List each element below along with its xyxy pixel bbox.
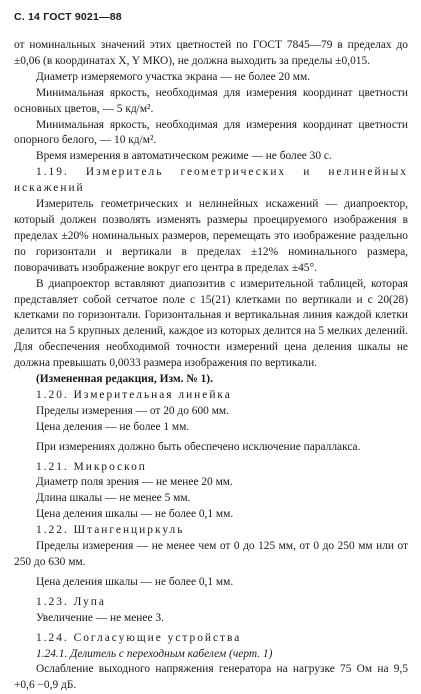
paragraph: Пределы измерения — не менее чем от 0 до 125 мм, от 0 до 250 мм или от 250 до 630 мм.: [14, 540, 408, 568]
paragraph: При измерениях должно быть обеспечено исключение параллакса.: [36, 440, 361, 453]
paragraph: Диаметр измеряемого участка экрана — не более 20 мм.: [36, 70, 311, 83]
subsection-heading: 1.24.1. Делитель с переходным кабелем (черт. 1): [36, 647, 273, 660]
paragraph: Минимальная яркость, необходимая для измерения координат цветности основных цветов, — 5 кд/м².: [14, 86, 408, 115]
paragraph: В диапроектор вставляют диапозитив с измерительной таблицей, которая представляет собой сетчатое поле с 15(21) клетками по вертикали и с 20(28) клетками по горизонтали. Горизонтальная и вертикальная линия каждой клетки делится на 5 крупных делений, каждое из которых делится на 5 мелких делений. Для обеспечения необходимой точности измерений цена деления шкалы не должна превышать 0,0033 размера изображения по вертикали.: [14, 277, 408, 370]
paragraph: Пределы измерения — от 20 до 600 мм.: [36, 404, 229, 417]
paragraph: от номинальных значений этих цветностей по ГОСТ 7845—79 в пределах до ±0,06 (в координатах X, Y МКО), не должна выходить за пределы ±0,015.: [14, 39, 408, 67]
paragraph: Измеритель геометрических и нелинейных искажений — диапроектор, который должен позволять изменять размеры проецируемого изображения в пределах ±20% номинальных размеров, перемещать это изображение раздельно по горизонтали и вертикали в пределах ±12% номинального размера, поворачивать изображение вокруг его центра в пределах ±45°.: [14, 198, 408, 274]
paragraph: Время измерения в автоматическом режиме — не более 30 с.: [36, 150, 332, 163]
paragraph: Диаметр поля зрения — не менее 20 мм.: [36, 476, 233, 489]
paragraph: Минимальная яркость, необходимая для измерения координат цветности опорного белого, — 10 кд/м².: [14, 118, 408, 147]
paragraph: Длина шкалы — не менее 5 мм.: [36, 492, 191, 505]
paragraph: Цена деления — не более 1 мм.: [36, 420, 190, 433]
revision-note: (Измененная редакция, Изм. № 1).: [36, 373, 213, 386]
section-heading: 1.19. Измеритель геометрических и нелинейных искажений: [14, 166, 408, 195]
section-heading: 1.20. Измерительная линейка: [36, 388, 232, 401]
paragraph: Ослабление выходного напряжения генератора на нагрузке 75 Ом на 9,5 +0,6 −0,9 дБ.: [14, 663, 408, 692]
paragraph: Увеличение — не менее 3.: [36, 611, 164, 624]
paragraph: Цена деления шкалы — не более 0,1 мм.: [36, 508, 234, 521]
section-heading: 1.24. Согласующие устройства: [36, 631, 242, 644]
section-heading: 1.22. Штангенциркуль: [36, 524, 185, 537]
section-heading: 1.23. Лупа: [36, 595, 106, 608]
page-header: С. 14 ГОСТ 9021—88: [14, 11, 122, 23]
document-body: [14, 38, 408, 694]
paragraph: Цена деления шкалы — не более 0,1 мм.: [36, 575, 234, 588]
section-heading: 1.21. Микроскоп: [36, 460, 147, 473]
